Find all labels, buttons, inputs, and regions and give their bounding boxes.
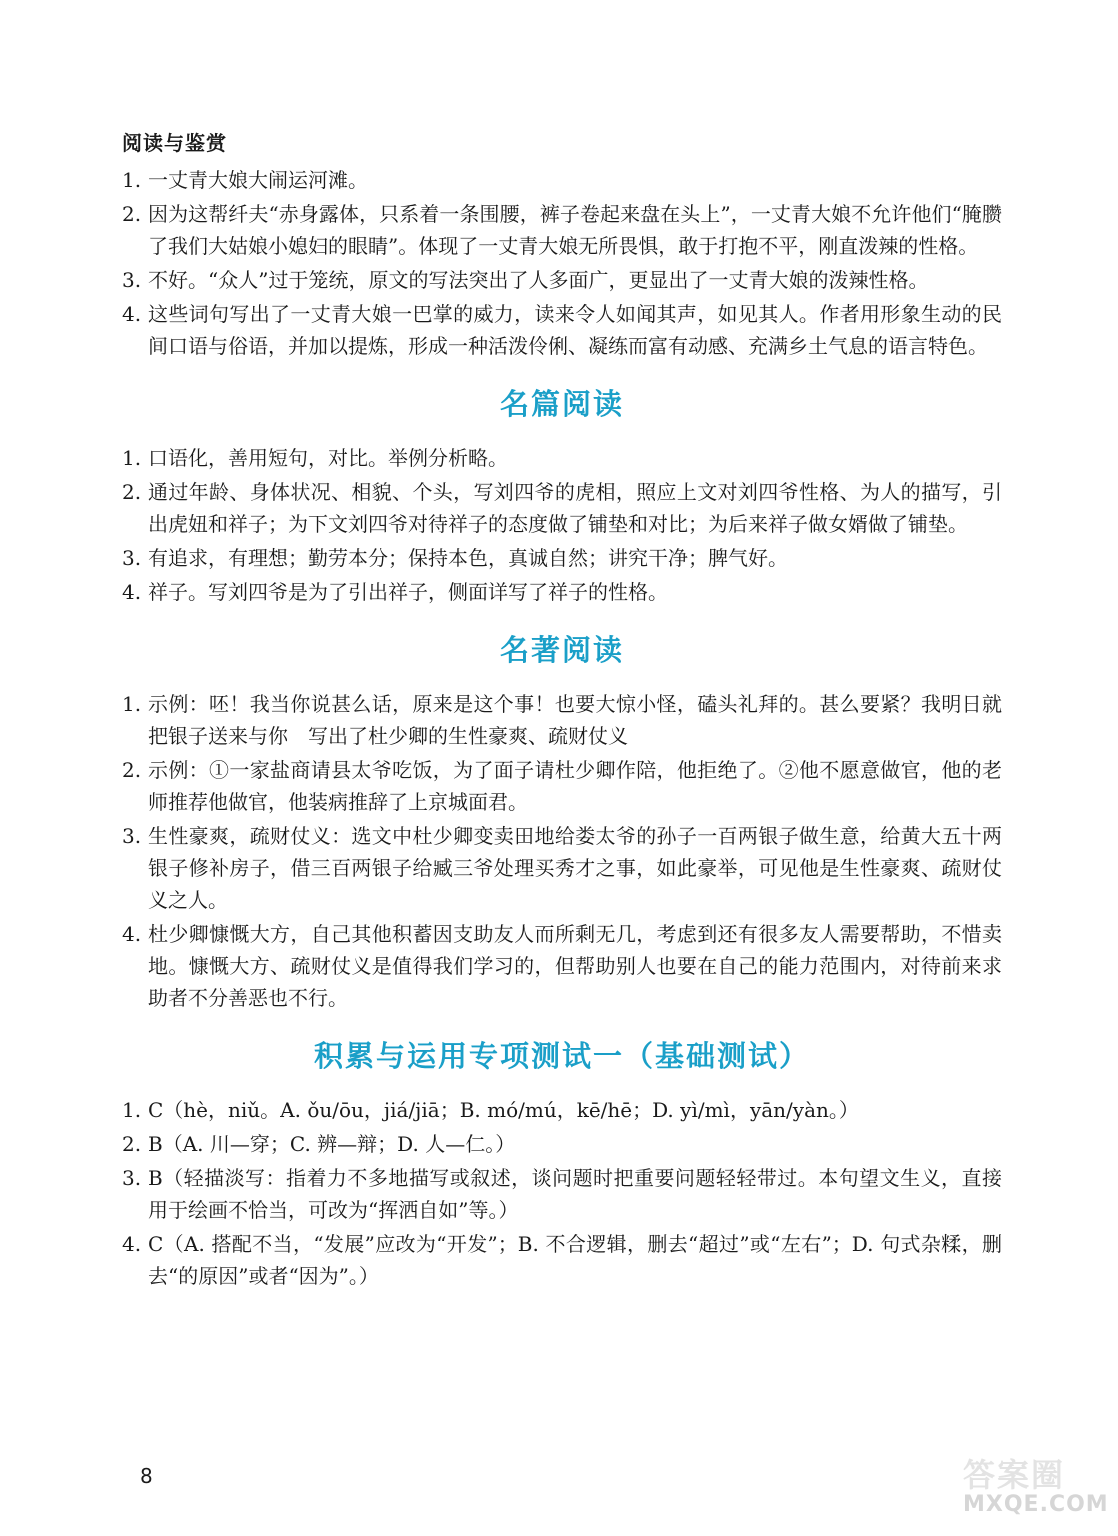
item-number: 4. xyxy=(122,302,142,326)
item-text: 不好。“众人”过于笼统，原文的写法突出了人多面广，更显出了一丈青大娘的泼辣性格。 xyxy=(148,268,929,292)
item-number: 3. xyxy=(122,268,142,292)
item-text: 示例：呸！我当你说甚么话，原来是这个事！也要大惊小怪，磕头礼拜的。甚么要紧？我明日就把银子送来与你 写出了杜少卿的生性豪爽、疏财仗义 xyxy=(148,692,1002,748)
item-text: 因为这帮纤夫“赤身露体，只系着一条围腰，裤子卷起来盘在头上”，一丈青大娘不允许他们“腌臜了我们大姑娘小媳妇的眼睛”。体现了一丈青大娘无所畏惧，敢于打抱不平，刚直泼辣的性格。 xyxy=(148,202,1002,258)
list-item xyxy=(122,264,1002,296)
item-number: 2. xyxy=(122,1132,142,1156)
list-item xyxy=(122,198,1002,262)
item-text: 祥子。写刘四爷是为了引出祥子，侧面详写了祥子的性格。 xyxy=(148,580,668,604)
item-number: 1. xyxy=(122,446,142,470)
item-number: 2. xyxy=(122,758,142,782)
list-item xyxy=(122,442,1002,474)
list-item xyxy=(122,918,1002,1014)
section-title-famous-article-reading: 名篇阅读 xyxy=(499,387,624,421)
item-number: 4. xyxy=(122,922,142,946)
item-text: B（A. 川—穿；C. 辨—辩；D. 人—仁。） xyxy=(148,1132,516,1156)
item-number: 2. xyxy=(122,480,142,504)
page-number: 8 xyxy=(140,1464,153,1488)
list-item xyxy=(122,1128,1002,1160)
list-item xyxy=(122,164,1002,196)
item-number: 2. xyxy=(122,202,142,226)
watermark-bottom-text: MXQE.COM xyxy=(963,1492,1109,1517)
item-number: 3. xyxy=(122,546,142,570)
list-item xyxy=(122,1228,1002,1292)
item-text: 生性豪爽，疏财仗义：选文中杜少卿变卖田地给娄太爷的孙子一百两银子做生意，给黄大五十两银子修补房子，借三百两银子给臧三爷处理买秀才之事，如此豪举，可见他是生性豪爽、疏财仗义之人。 xyxy=(148,824,1002,912)
item-number: 4. xyxy=(122,580,142,604)
section-subheading-reading-appreciation: 阅读与鉴赏 xyxy=(122,131,227,155)
item-text: B（轻描淡写：指着力不多地描写或叙述，谈问题时把重要问题轻轻带过。本句望文生义，直接用于绘画不恰当，可改为“挥洒自如”等。） xyxy=(148,1166,1002,1222)
section-title-classic-work-reading: 名著阅读 xyxy=(499,633,624,667)
item-text: C（A. 搭配不当，“发展”应改为“开发”；B. 不合逻辑，删去“超过”或“左右”；D. 句式杂糅，删去“的原因”或者“因为”。） xyxy=(148,1232,1002,1288)
item-number: 3. xyxy=(122,1166,142,1190)
item-text: 一丈青大娘大闹运河滩。 xyxy=(148,168,368,192)
list-item xyxy=(122,820,1002,916)
item-number: 1. xyxy=(122,168,142,192)
item-number: 1. xyxy=(122,1098,142,1122)
list-item xyxy=(122,1094,1002,1126)
item-text: 示例：①一家盐商请县太爷吃饭，为了面子请杜少卿作陪，他拒绝了。②他不愿意做官，他的老师推荐他做官，他装病推辞了上京城面君。 xyxy=(148,758,1002,814)
item-text: 通过年龄、身体状况、相貌、个头，写刘四爷的虎相，照应上文对刘四爷性格、为人的描写，引出虎妞和祥子；为下文刘四爷对待祥子的态度做了铺垫和对比；为后来祥子做女婿做了铺垫。 xyxy=(148,480,1002,536)
list-item xyxy=(122,754,1002,818)
watermark-top-text: 答案圈 xyxy=(963,1456,1066,1494)
item-number: 3. xyxy=(122,824,142,848)
list-item xyxy=(122,476,1002,540)
item-text: 有追求，有理想；勤劳本分；保持本色，真诚自然；讲究干净；脾气好。 xyxy=(148,546,788,570)
list-item xyxy=(122,298,1002,362)
item-number: 4. xyxy=(122,1232,142,1256)
page-content xyxy=(122,122,1002,1294)
item-number: 1. xyxy=(122,692,142,716)
list-item xyxy=(122,1162,1002,1226)
item-text: 口语化，善用短句，对比。举例分析略。 xyxy=(148,446,508,470)
list-item xyxy=(122,542,1002,574)
list-item xyxy=(122,688,1002,752)
item-text: 杜少卿慷慨大方，自己其他积蓄因支助友人而所剩无几，考虑到还有很多友人需要帮助，不惜卖地。慷慨大方、疏财仗义是值得我们学习的，但帮助别人也要在自己的能力范围内，对待前来求助者不分善恶也不行。 xyxy=(148,922,1002,1010)
section-title-special-test-one: 积累与运用专项测试一（基础测试） xyxy=(313,1039,810,1073)
list-item xyxy=(122,576,1002,608)
watermark-logo xyxy=(963,1450,1108,1530)
item-text: 这些词句写出了一丈青大娘一巴掌的威力，读来令人如闻其声，如见其人。作者用形象生动的民间口语与俗语，并加以提炼，形成一种活泼伶俐、凝练而富有动感、充满乡土气息的语言特色。 xyxy=(148,302,1002,358)
item-text: C（hè，niǔ。A. ǒu/ōu，jiá/jiā；B. mó/mú，kē/hē；D. yì/mì，yān/yàn。） xyxy=(148,1098,859,1122)
